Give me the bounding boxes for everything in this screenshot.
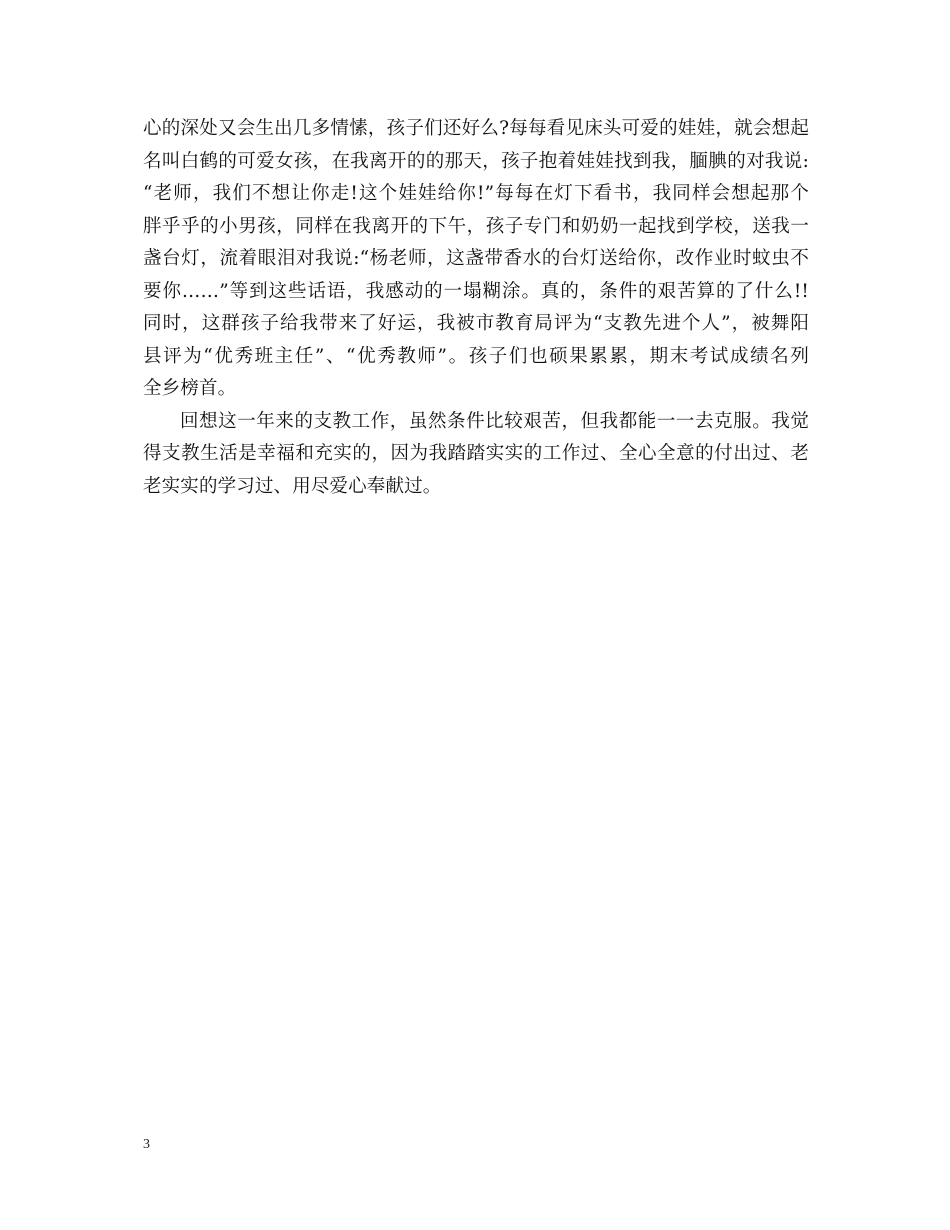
text-line: 县评为“优秀班主任”、“优秀教师”。孩子们也硕果累累，期末考试成绩名列 bbox=[143, 345, 809, 367]
text-line: 盏台灯，流着眼泪对我说:“杨老师，这盏带香水的台灯送给你，改作业时蚊虫不 bbox=[143, 248, 809, 269]
paragraph-1 bbox=[143, 113, 809, 406]
text-line: 全乡榜首。 bbox=[143, 378, 237, 399]
text-line: 名叫白鹤的可爱女孩，在我离开的的那天，孩子抱着娃娃找到我，腼腆的对我说: bbox=[143, 150, 809, 172]
text-line: 心的深处又会生出几多情愫，孩子们还好么?每每看见床头可爱的娃娃，就会想起 bbox=[143, 118, 809, 139]
paragraph-2 bbox=[143, 406, 809, 504]
text-line: 胖乎乎的小男孩，同样在我离开的下午，孩子专门和奶奶一起找到学校，送我一 bbox=[143, 215, 809, 237]
text-line: “老师，我们不想让你走!这个娃娃给你!”每每在灯下看书，我同样会想起那个 bbox=[143, 183, 809, 204]
text-line: 要你……”等到这些话语，我感动的一塌糊涂。真的，条件的艰苦算的了什么!! bbox=[143, 280, 809, 302]
body-text bbox=[143, 113, 809, 503]
text-line: 老实实的学习过、用尽爱心奉献过。 bbox=[143, 475, 442, 497]
text-line: 得支教生活是幸福和充实的，因为我踏踏实实的工作过、全心全意的付出过、老 bbox=[143, 443, 809, 464]
text-line: 回想这一年来的支教工作，虽然条件比较艰苦，但我都能一一去克服。我觉 bbox=[180, 410, 809, 432]
text-line: 同时，这群孩子给我带来了好运，我被市教育局评为“支教先进个人”，被舞阳 bbox=[143, 313, 809, 334]
page-number: 3 bbox=[143, 1137, 150, 1152]
